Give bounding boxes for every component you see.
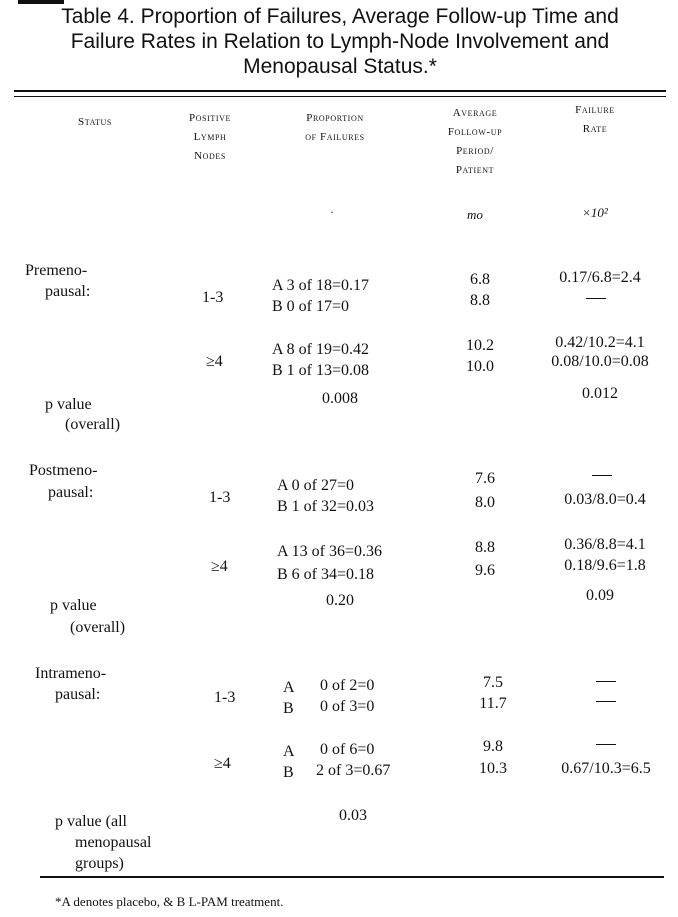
post-r3-followup: 8.8 bbox=[475, 539, 495, 556]
pre-r1-proportion: A 3 of 18=0.17 bbox=[272, 277, 370, 294]
pre-nodes-1-3: 1-3 bbox=[202, 289, 224, 306]
intra-r2-followup: 11.7 bbox=[479, 695, 507, 712]
header-dot: · bbox=[330, 205, 334, 219]
post-r4-rate: 0.18/9.6=1.8 bbox=[564, 557, 646, 574]
post-r4-followup: 9.6 bbox=[475, 562, 495, 579]
intra-r2-group: B bbox=[283, 700, 294, 717]
header-top-rule-2 bbox=[14, 96, 666, 97]
post-r2-rate: 0.03/8.0=0.4 bbox=[564, 491, 646, 508]
header-positive-lymph-nodes: Positive Lymph Nodes bbox=[188, 112, 232, 162]
intra-r1-rate-dash bbox=[596, 681, 616, 682]
all-pvalue-label-1: p value (all bbox=[55, 813, 127, 830]
all-pvalue-label-3: groups) bbox=[75, 855, 124, 872]
intra-r3-followup: 9.8 bbox=[483, 738, 503, 755]
intra-r3-rate-dash bbox=[596, 744, 616, 745]
intra-r4-rate: 0.67/10.3=6.5 bbox=[561, 760, 651, 777]
pre-r3-rate: 0.42/10.2=4.1 bbox=[555, 334, 645, 351]
post-r2-followup: 8.0 bbox=[475, 494, 495, 511]
pre-r2-proportion: B 0 of 17=0 bbox=[272, 298, 350, 315]
intra-r2-rate-dash bbox=[596, 701, 616, 702]
intramenopausal-label-1: Intrameno- bbox=[35, 665, 107, 682]
post-nodes-1-3: 1-3 bbox=[209, 489, 231, 506]
header-average-follow-up: Average Follow-up Period/ Patient bbox=[447, 107, 503, 176]
header-status: Status bbox=[78, 116, 112, 128]
header-top-rule-1 bbox=[14, 90, 666, 92]
pre-pvalue-rate: 0.012 bbox=[582, 385, 618, 402]
header-proportion-of-failures: Proportion of Failures bbox=[305, 112, 365, 143]
intra-r4-followup: 10.3 bbox=[479, 760, 507, 777]
pre-r3-proportion: A 8 of 19=0.42 bbox=[272, 341, 370, 358]
pre-r2-followup: 8.8 bbox=[470, 292, 490, 309]
intra-r1-group: A bbox=[283, 679, 295, 696]
intra-r1-proportion: 0 of 2=0 bbox=[320, 677, 375, 694]
unit-rate: ×10² bbox=[582, 205, 608, 220]
footnote: *A denotes placebo, & B L-PAM treatment. bbox=[55, 894, 284, 909]
title-line-3: Menopausal Status.* bbox=[243, 55, 437, 78]
post-pvalue-label-2: (overall) bbox=[70, 619, 126, 636]
intra-r3-proportion: 0 of 6=0 bbox=[320, 741, 375, 758]
pre-r4-proportion: B 1 of 13=0.08 bbox=[272, 362, 370, 379]
intra-r3-group: A bbox=[283, 743, 295, 760]
intramenopausal-label-2: pausal: bbox=[55, 686, 101, 703]
pre-pvalue-label-2: (overall) bbox=[65, 416, 121, 433]
post-pvalue-label-1: p value bbox=[50, 597, 97, 614]
post-r2-proportion: B 1 of 32=0.03 bbox=[277, 498, 375, 515]
post-r1-followup: 7.6 bbox=[475, 470, 495, 487]
post-pvalue-rate: 0.09 bbox=[586, 587, 614, 604]
title-line-1: Table 4. Proportion of Failures, Average Follow-up Time and bbox=[61, 5, 619, 28]
intra-r4-proportion: 2 of 3=0.67 bbox=[316, 762, 391, 779]
title-line-2: Failure Rates in Relation to Lymph-Node Involvement and bbox=[70, 30, 610, 53]
pre-pvalue-proportion: 0.008 bbox=[322, 390, 358, 407]
pre-r4-rate: 0.08/10.0=0.08 bbox=[551, 353, 649, 370]
intra-r4-group: B bbox=[283, 764, 294, 781]
pre-nodes-4: ≥4 bbox=[206, 353, 223, 370]
intra-r1-followup: 7.5 bbox=[483, 674, 503, 691]
pre-r1-rate: 0.17/6.8=2.4 bbox=[559, 269, 641, 286]
unit-months: mo bbox=[467, 207, 483, 222]
postmenopausal-label-2: pausal: bbox=[48, 484, 94, 501]
table-title bbox=[14, 4, 666, 79]
post-r3-rate: 0.36/8.8=4.1 bbox=[564, 536, 646, 553]
post-nodes-4: ≥4 bbox=[211, 558, 228, 575]
header-failure-rate: Failure Rate bbox=[575, 104, 615, 135]
premenopausal-label-1: Premeno- bbox=[25, 262, 88, 279]
pre-r2-rate-dash bbox=[586, 298, 606, 299]
intra-nodes-4: ≥4 bbox=[214, 755, 231, 772]
pre-r3-followup: 10.2 bbox=[466, 337, 494, 354]
post-pvalue-proportion: 0.20 bbox=[326, 592, 354, 609]
all-pvalue-label-2: menopausal bbox=[75, 834, 152, 851]
post-r1-proportion: A 0 of 27=0 bbox=[277, 477, 355, 494]
post-r1-rate-dash bbox=[592, 475, 612, 476]
post-r3-proportion: A 13 of 36=0.36 bbox=[277, 543, 383, 560]
post-r4-proportion: B 6 of 34=0.18 bbox=[277, 566, 375, 583]
all-pvalue-proportion: 0.03 bbox=[339, 807, 367, 824]
premenopausal-label-2: pausal: bbox=[45, 283, 91, 300]
pre-r4-followup: 10.0 bbox=[466, 358, 494, 375]
pre-r1-followup: 6.8 bbox=[470, 271, 490, 288]
intra-nodes-1-3: 1-3 bbox=[214, 689, 236, 706]
pre-pvalue-label-1: p value bbox=[45, 396, 92, 413]
intra-r2-proportion: 0 of 3=0 bbox=[320, 698, 375, 715]
postmenopausal-label-1: Postmeno- bbox=[29, 462, 98, 479]
table-bottom-rule bbox=[40, 876, 664, 878]
